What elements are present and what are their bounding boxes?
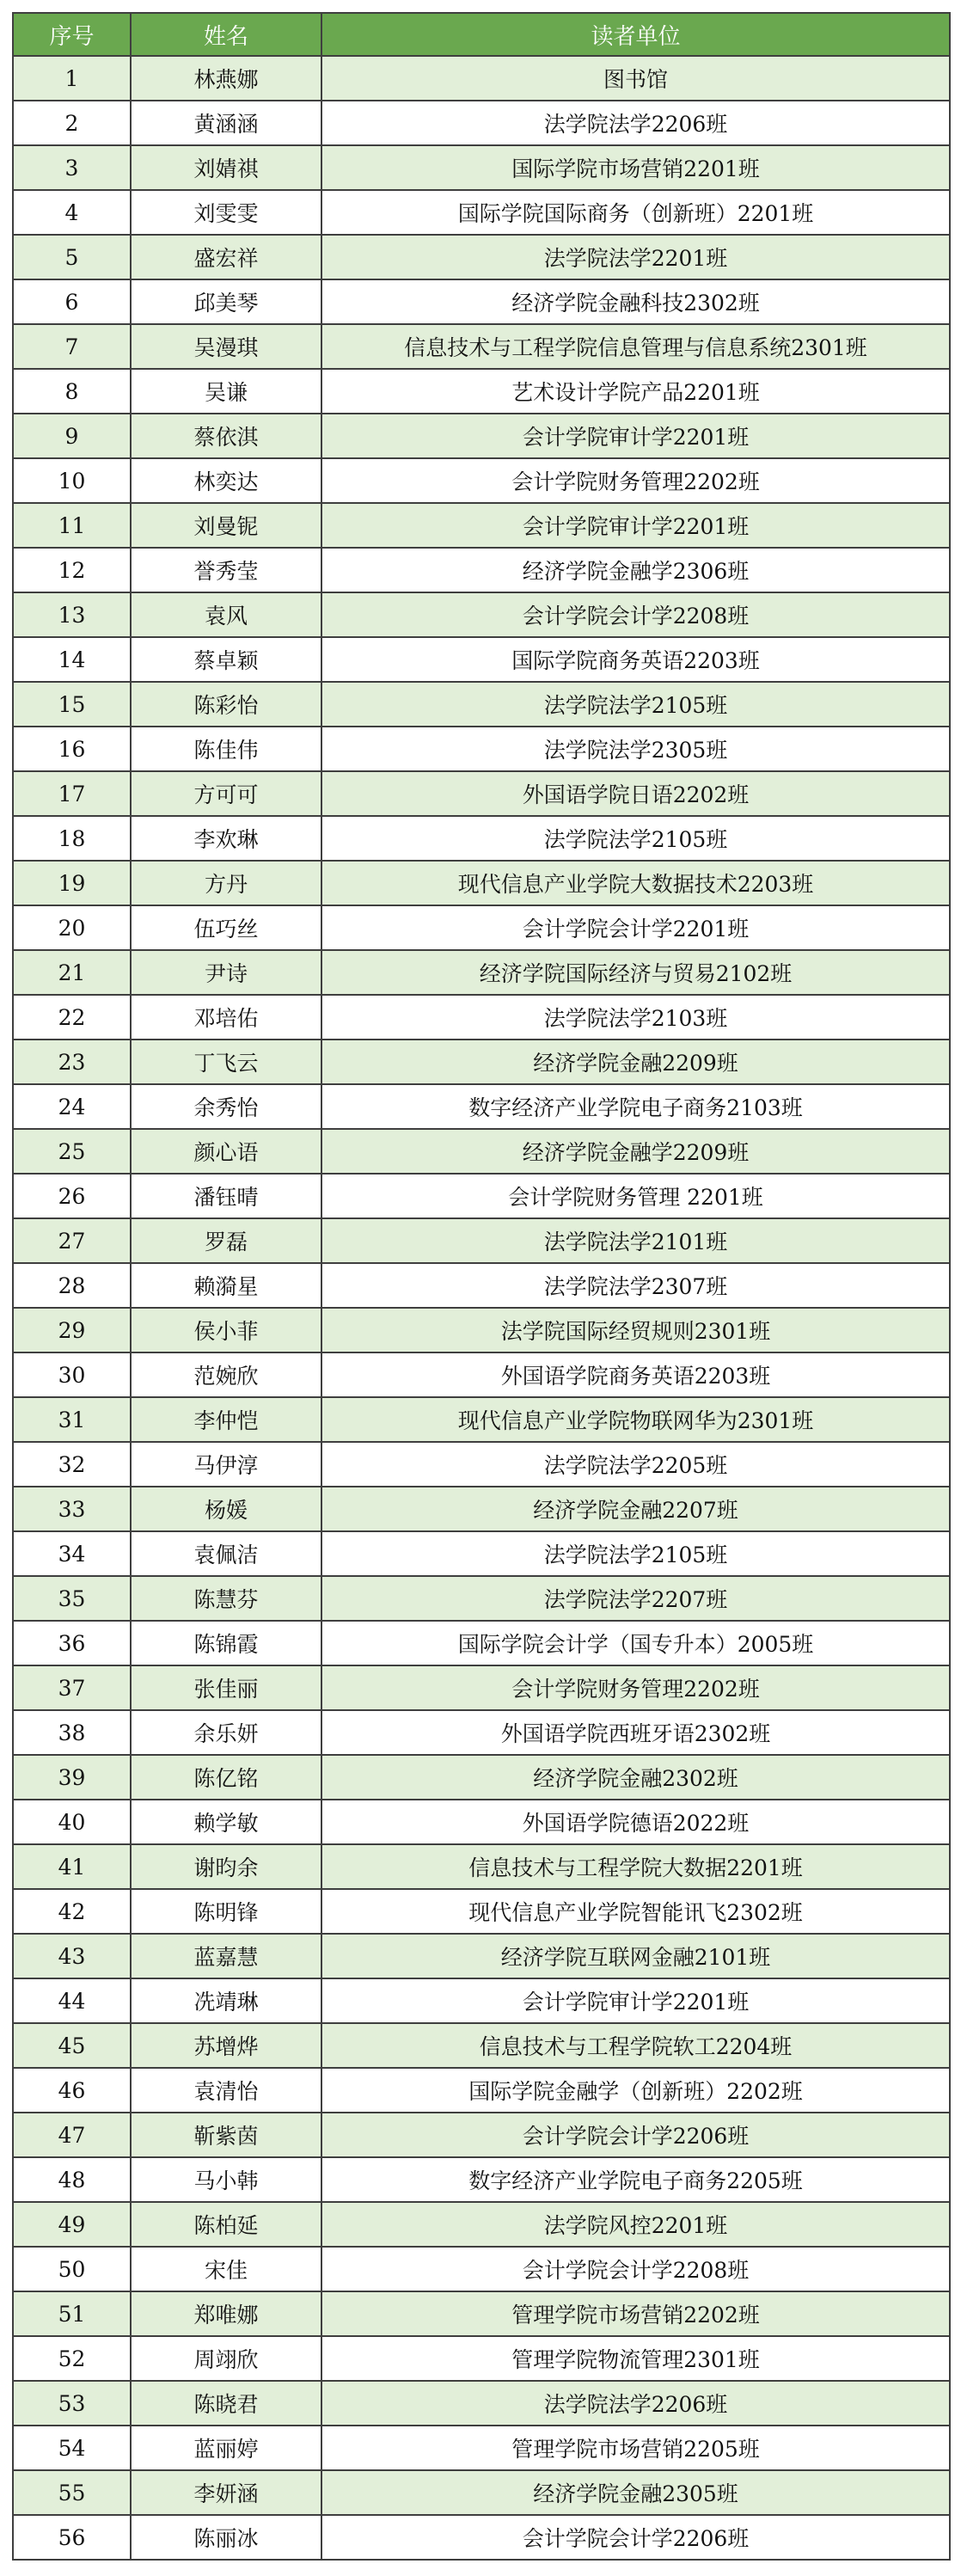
cell-unit: 图书馆 [321, 56, 950, 101]
cell-index: 23 [13, 1040, 131, 1084]
cell-unit: 信息技术与工程学院软工2204班 [321, 2023, 950, 2068]
cell-unit: 会计学院会计学2206班 [321, 2113, 950, 2157]
cell-name: 陈晓君 [131, 2381, 321, 2426]
cell-name: 陈亿铭 [131, 1755, 321, 1800]
cell-name: 尹诗 [131, 950, 321, 995]
cell-unit: 现代信息产业学院大数据技术2203班 [321, 861, 950, 905]
cell-unit: 信息技术与工程学院大数据2201班 [321, 1844, 950, 1889]
cell-name: 蔡卓颖 [131, 637, 321, 682]
cell-unit: 会计学院审计学2201班 [321, 503, 950, 548]
table-row [13, 1710, 950, 1755]
cell-name: 范婉欣 [131, 1352, 321, 1397]
cell-index: 27 [13, 1218, 131, 1263]
cell-name: 林燕娜 [131, 56, 321, 101]
cell-index: 14 [13, 637, 131, 682]
cell-unit: 会计学院财务管理2202班 [321, 458, 950, 503]
cell-name: 潘钰晴 [131, 1174, 321, 1218]
cell-name: 郑唯娜 [131, 2291, 321, 2336]
cell-index: 26 [13, 1174, 131, 1218]
cell-name: 陈佳伟 [131, 727, 321, 771]
table-row [13, 414, 950, 458]
cell-name: 侯小菲 [131, 1308, 321, 1352]
table-row [13, 503, 950, 548]
cell-name: 李仲恺 [131, 1397, 321, 1442]
cell-name: 马伊淳 [131, 1442, 321, 1487]
cell-unit: 会计学院审计学2201班 [321, 414, 950, 458]
header-index: 序号 [13, 13, 131, 56]
cell-unit: 管理学院物流管理2301班 [321, 2336, 950, 2381]
cell-unit: 经济学院金融2207班 [321, 1487, 950, 1531]
table-row [13, 2023, 950, 2068]
cell-index: 38 [13, 1710, 131, 1755]
cell-index: 5 [13, 235, 131, 279]
table-row [13, 1531, 950, 1576]
cell-index: 37 [13, 1665, 131, 1710]
cell-unit: 现代信息产业学院智能讯飞2302班 [321, 1889, 950, 1934]
table-row [13, 458, 950, 503]
cell-unit: 法学院法学2201班 [321, 235, 950, 279]
cell-unit: 法学院法学2305班 [321, 727, 950, 771]
cell-name: 颜心语 [131, 1129, 321, 1174]
cell-index: 16 [13, 727, 131, 771]
cell-unit: 法学院法学2105班 [321, 1531, 950, 1576]
cell-name: 伍巧丝 [131, 905, 321, 950]
table-row [13, 1889, 950, 1934]
cell-name: 吴谦 [131, 369, 321, 414]
cell-unit: 法学院国际经贸规则2301班 [321, 1308, 950, 1352]
cell-index: 32 [13, 1442, 131, 1487]
cell-index: 41 [13, 1844, 131, 1889]
table-row [13, 1800, 950, 1844]
cell-name: 誉秀莹 [131, 548, 321, 592]
table-row [13, 2515, 950, 2560]
cell-index: 35 [13, 1576, 131, 1621]
table-row [13, 2202, 950, 2247]
cell-index: 47 [13, 2113, 131, 2157]
cell-unit: 法学院法学2307班 [321, 1263, 950, 1308]
cell-unit: 经济学院互联网金融2101班 [321, 1934, 950, 1978]
cell-name: 余乐妍 [131, 1710, 321, 1755]
cell-name: 刘婧祺 [131, 145, 321, 190]
cell-unit: 现代信息产业学院物联网华为2301班 [321, 1397, 950, 1442]
table-row [13, 101, 950, 145]
table-row [13, 279, 950, 324]
cell-name: 马小韩 [131, 2157, 321, 2202]
cell-name: 冼靖琳 [131, 1978, 321, 2023]
table-row [13, 369, 950, 414]
cell-name: 苏增烨 [131, 2023, 321, 2068]
cell-name: 邓培佑 [131, 995, 321, 1040]
table-row [13, 771, 950, 816]
cell-unit: 法学院法学2205班 [321, 1442, 950, 1487]
cell-index: 11 [13, 503, 131, 548]
cell-unit: 数字经济产业学院电子商务2103班 [321, 1084, 950, 1129]
cell-index: 19 [13, 861, 131, 905]
cell-unit: 外国语学院日语2202班 [321, 771, 950, 816]
cell-index: 17 [13, 771, 131, 816]
cell-name: 余秀怡 [131, 1084, 321, 1129]
cell-name: 陈丽冰 [131, 2515, 321, 2560]
cell-name: 李欢琳 [131, 816, 321, 861]
table-row [13, 2247, 950, 2291]
table-row [13, 905, 950, 950]
cell-name: 陈柏延 [131, 2202, 321, 2247]
cell-index: 51 [13, 2291, 131, 2336]
table-row [13, 1665, 950, 1710]
cell-unit: 国际学院会计学（国专升本）2005班 [321, 1621, 950, 1665]
cell-name: 袁清怡 [131, 2068, 321, 2113]
cell-unit: 会计学院审计学2201班 [321, 1978, 950, 2023]
cell-index: 4 [13, 190, 131, 235]
cell-unit: 国际学院市场营销2201班 [321, 145, 950, 190]
table-row [13, 1040, 950, 1084]
table-row [13, 1129, 950, 1174]
cell-unit: 信息技术与工程学院信息管理与信息系统2301班 [321, 324, 950, 369]
table-row [13, 1352, 950, 1397]
cell-name: 刘雯雯 [131, 190, 321, 235]
cell-unit: 国际学院国际商务（创新班）2201班 [321, 190, 950, 235]
cell-index: 54 [13, 2426, 131, 2470]
cell-name: 李妍涵 [131, 2470, 321, 2515]
cell-name: 赖学敏 [131, 1800, 321, 1844]
cell-unit: 会计学院财务管理2202班 [321, 1665, 950, 1710]
cell-unit: 会计学院会计学2206班 [321, 2515, 950, 2560]
table-row [13, 861, 950, 905]
header-name: 姓名 [131, 13, 321, 56]
table-row [13, 1442, 950, 1487]
table-row [13, 727, 950, 771]
cell-index: 52 [13, 2336, 131, 2381]
cell-unit: 国际学院商务英语2203班 [321, 637, 950, 682]
cell-unit: 法学院法学2207班 [321, 1576, 950, 1621]
cell-name: 周翊欣 [131, 2336, 321, 2381]
table-row [13, 682, 950, 727]
cell-name: 蓝嘉慧 [131, 1934, 321, 1978]
table-row [13, 1621, 950, 1665]
cell-index: 33 [13, 1487, 131, 1531]
cell-name: 靳紫茵 [131, 2113, 321, 2157]
table-row [13, 2336, 950, 2381]
table-row [13, 1263, 950, 1308]
table-row [13, 816, 950, 861]
cell-index: 49 [13, 2202, 131, 2247]
cell-index: 7 [13, 324, 131, 369]
cell-unit: 法学院法学2206班 [321, 101, 950, 145]
cell-index: 12 [13, 548, 131, 592]
cell-index: 56 [13, 2515, 131, 2560]
cell-unit: 法学院风控2201班 [321, 2202, 950, 2247]
cell-index: 43 [13, 1934, 131, 1978]
cell-index: 13 [13, 592, 131, 637]
table-row [13, 1934, 950, 1978]
cell-index: 20 [13, 905, 131, 950]
table-row [13, 1576, 950, 1621]
cell-index: 6 [13, 279, 131, 324]
cell-unit: 会计学院会计学2201班 [321, 905, 950, 950]
cell-index: 46 [13, 2068, 131, 2113]
cell-name: 蓝丽婷 [131, 2426, 321, 2470]
table-row [13, 2157, 950, 2202]
cell-unit: 法学院法学2101班 [321, 1218, 950, 1263]
cell-name: 张佳丽 [131, 1665, 321, 1710]
cell-unit: 数字经济产业学院电子商务2205班 [321, 2157, 950, 2202]
cell-unit: 法学院法学2105班 [321, 816, 950, 861]
cell-unit: 经济学院金融2305班 [321, 2470, 950, 2515]
cell-index: 18 [13, 816, 131, 861]
table-row [13, 950, 950, 995]
cell-name: 袁佩洁 [131, 1531, 321, 1576]
cell-index: 15 [13, 682, 131, 727]
table-row [13, 2068, 950, 2113]
cell-name: 陈明锋 [131, 1889, 321, 1934]
cell-unit: 会计学院会计学2208班 [321, 2247, 950, 2291]
cell-unit: 经济学院国际经济与贸易2102班 [321, 950, 950, 995]
cell-name: 谢昀余 [131, 1844, 321, 1889]
cell-name: 杨媛 [131, 1487, 321, 1531]
table-row [13, 2426, 950, 2470]
reader-list-table [12, 12, 951, 2561]
cell-index: 39 [13, 1755, 131, 1800]
table-row [13, 1844, 950, 1889]
cell-index: 8 [13, 369, 131, 414]
cell-index: 28 [13, 1263, 131, 1308]
cell-unit: 外国语学院西班牙语2302班 [321, 1710, 950, 1755]
table-body [13, 56, 950, 2560]
cell-index: 1 [13, 56, 131, 101]
table-row [13, 145, 950, 190]
cell-index: 25 [13, 1129, 131, 1174]
table-row [13, 1084, 950, 1129]
cell-name: 丁飞云 [131, 1040, 321, 1084]
table-row [13, 1397, 950, 1442]
cell-name: 陈慧芬 [131, 1576, 321, 1621]
cell-name: 陈彩怡 [131, 682, 321, 727]
table-row [13, 235, 950, 279]
table-row [13, 1308, 950, 1352]
cell-index: 36 [13, 1621, 131, 1665]
table-row [13, 548, 950, 592]
table-row [13, 1487, 950, 1531]
cell-name: 袁风 [131, 592, 321, 637]
cell-index: 44 [13, 1978, 131, 2023]
cell-index: 22 [13, 995, 131, 1040]
table-row [13, 637, 950, 682]
cell-index: 3 [13, 145, 131, 190]
cell-index: 53 [13, 2381, 131, 2426]
cell-name: 赖漪星 [131, 1263, 321, 1308]
cell-name: 黄涵涵 [131, 101, 321, 145]
table-row [13, 2113, 950, 2157]
cell-index: 48 [13, 2157, 131, 2202]
cell-name: 刘曼铌 [131, 503, 321, 548]
cell-index: 29 [13, 1308, 131, 1352]
table-row [13, 1755, 950, 1800]
cell-index: 31 [13, 1397, 131, 1442]
cell-name: 罗磊 [131, 1218, 321, 1263]
cell-index: 9 [13, 414, 131, 458]
cell-unit: 法学院法学2103班 [321, 995, 950, 1040]
cell-unit: 外国语学院德语2022班 [321, 1800, 950, 1844]
cell-index: 30 [13, 1352, 131, 1397]
table-row [13, 56, 950, 101]
cell-unit: 外国语学院商务英语2203班 [321, 1352, 950, 1397]
cell-unit: 经济学院金融2209班 [321, 1040, 950, 1084]
cell-name: 吴漫琪 [131, 324, 321, 369]
cell-index: 55 [13, 2470, 131, 2515]
table-row [13, 190, 950, 235]
cell-unit: 经济学院金融学2209班 [321, 1129, 950, 1174]
reader-list-table-container [12, 12, 949, 2561]
cell-index: 34 [13, 1531, 131, 1576]
table-row [13, 1174, 950, 1218]
cell-unit: 经济学院金融2302班 [321, 1755, 950, 1800]
table-row [13, 1978, 950, 2023]
cell-name: 宋佳 [131, 2247, 321, 2291]
cell-name: 蔡依淇 [131, 414, 321, 458]
table-row [13, 2470, 950, 2515]
cell-unit: 艺术设计学院产品2201班 [321, 369, 950, 414]
cell-unit: 法学院法学2105班 [321, 682, 950, 727]
cell-name: 方丹 [131, 861, 321, 905]
cell-index: 21 [13, 950, 131, 995]
cell-name: 方可可 [131, 771, 321, 816]
cell-unit: 经济学院金融科技2302班 [321, 279, 950, 324]
cell-index: 2 [13, 101, 131, 145]
cell-unit: 管理学院市场营销2202班 [321, 2291, 950, 2336]
cell-index: 50 [13, 2247, 131, 2291]
table-row [13, 1218, 950, 1263]
cell-name: 邱美琴 [131, 279, 321, 324]
cell-unit: 会计学院会计学2208班 [321, 592, 950, 637]
header-row [13, 13, 950, 56]
table-row [13, 324, 950, 369]
cell-unit: 经济学院金融学2306班 [321, 548, 950, 592]
cell-name: 盛宏祥 [131, 235, 321, 279]
cell-index: 45 [13, 2023, 131, 2068]
cell-index: 42 [13, 1889, 131, 1934]
cell-name: 林奕达 [131, 458, 321, 503]
cell-unit: 法学院法学2206班 [321, 2381, 950, 2426]
cell-unit: 会计学院财务管理 2201班 [321, 1174, 950, 1218]
cell-unit: 管理学院市场营销2205班 [321, 2426, 950, 2470]
table-row [13, 2291, 950, 2336]
cell-index: 10 [13, 458, 131, 503]
cell-name: 陈锦霞 [131, 1621, 321, 1665]
table-row [13, 592, 950, 637]
header-unit: 读者单位 [321, 13, 950, 56]
cell-unit: 国际学院金融学（创新班）2202班 [321, 2068, 950, 2113]
cell-index: 40 [13, 1800, 131, 1844]
table-row [13, 995, 950, 1040]
cell-index: 24 [13, 1084, 131, 1129]
table-row [13, 2381, 950, 2426]
